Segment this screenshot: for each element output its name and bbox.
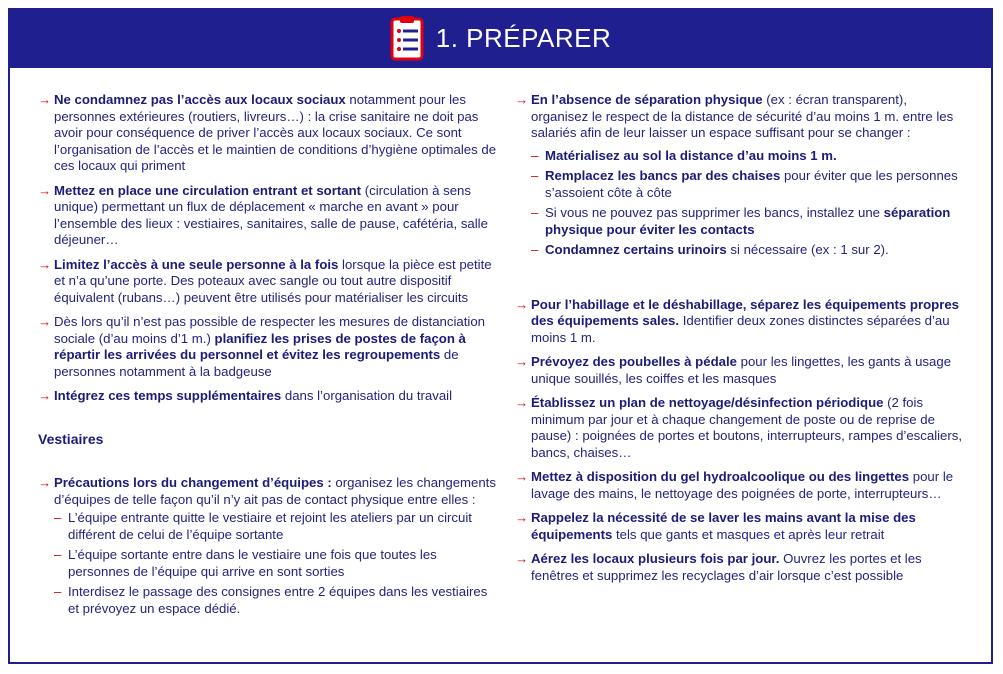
sub-item: – L’équipe entrante quitte le vestiaire et rejoint les ateliers par un circuit différent de celui de l’équipe sortante [54,510,472,542]
arrow-right-icon: → [38,388,52,403]
dash-icon: – [54,584,62,599]
list-item: → Établissez un plan de nettoyage/désinfection périodique (2 fois minimum par jour et à chaque changement de poste ou de reprise de pause) : poignées de portes et boutons, interrupteurs, rampes d’escaliers, bancs, chaises… [515,395,963,460]
arrow-right-icon: → [38,314,52,329]
arrow-right-icon: → [515,354,529,369]
dash-icon: – [54,510,62,525]
arrow-right-icon: → [515,92,529,107]
list-item: → Mettez à disposition du gel hydroalcoolique ou des lingettes pour le lavage des mains, le nettoyage des poignées de porte, interrupteurs… [515,469,954,501]
arrow-right-icon: → [38,92,52,107]
list-item: → Pour l’habillage et le déshabillage, séparez les équipements propres des équipements sales. Identifier deux zones distinctes séparées d’au moins 1 m. [515,296,960,345]
arrow-right-icon: → [515,551,529,566]
dash-icon: – [531,168,539,183]
list-item: → Intégrez ces temps supplémentaires dans l’organisation du travail [38,388,453,403]
sub-item: – Matérialisez au sol la distance d’au moins 1 m. [531,147,837,163]
dash-icon: – [54,547,62,562]
sub-item: – Remplacez les bancs par des chaises pour éviter que les personnes s’assoient côte à côte [531,168,958,200]
page-title: 1. PRÉPARER [435,22,612,53]
checklist-icon [390,15,426,61]
list-item: → Mettez en place une circulation entrant et sortant (circulation à sens unique) permettant un flux de déplacement « marche en avant » pour l’ensemble des lieux : vestiaires, sanitaires, salle de pause, cafétéria, salle déjeuner… [38,182,488,247]
list-item: → Ne condamnez pas l’accès aux locaux sociaux notamment pour les personnes extérieures (routiers, livreurs…) : la crise sanitaire ne doit pas avoir pour conséquence de priver l’accès aux locaux sociaux. Ce sont l’organisation de l’accès et le maintien de conditions d’hygiène optimales de ces locaux qui priment [38,92,497,173]
list-item: → Précautions lors du changement d’équipes : organisez les changements d’équipes de telle façon qu’il n’y ait pas de contact physique entre elles : – L’équipe entrante quitte le vestiaire et rejoint les ateliers par un circuit différent de celui de l’équipe sortante – L’équipe sortante entre dans le vestiaire une fois que toutes les personnes de l’équipe qui arrive en sont sorties – Interdisez le passage des consignes entre 2 équipes dans les vestiaires et prévoyez un espace dédié. [38,475,498,617]
arrow-right-icon: → [515,395,529,410]
arrow-right-icon: → [515,510,529,525]
list-item: → En l’absence de séparation physique (ex : écran transparent), organisez le respect de la distance de sécurité d’au moins 1 m. entre les salariés afin de leur laisser un espace suffisant pour se changer : – Matérialisez au sol la distance d’au moins 1 m. – Remplacez les bancs par des chaises pour éviter que les personnes s’assoient côte à côte – Si vous ne pouvez pas supprimer les bancs, installez une séparation physique pour éviter les contacts – Condamnez certains urinoirs si nécessaire (ex : 1 sur 2). [515,92,965,259]
arrow-right-icon: → [38,182,52,198]
list-item: → Prévoyez des poubelles à pédale pour les lingettes, les gants à usage unique souillés, les coiffes et les masques [515,354,952,386]
sub-item: – L’équipe sortante entre dans le vestiaire une fois que toutes les personnes de l’équipe qui arrive en sont sorties [54,547,437,579]
dash-icon: – [531,242,539,257]
left-column [38,92,498,625]
dash-icon: – [531,205,539,220]
list-item: → Rappelez la nécessité de se laver les mains avant la mise des équipements tels que gants et masques et après leur retrait [515,510,916,542]
sub-item: – Interdisez le passage des consignes entre 2 équipes dans les vestiaires et prévoyez un espace dédié. [54,584,488,616]
arrow-right-icon: → [515,469,529,484]
arrow-right-icon: → [38,256,52,272]
list-item: → Limitez l’accès à une seule personne à la fois lorsque la pièce est petite et n’a qu’une porte. Des poteaux avec sangle ou tout autre dispositif équivalent (rubans…) peuvent être utilisés pour matérialiser les circuits [38,256,492,305]
list-item: → Aérez les locaux plusieurs fois par jour. Ouvrez les portes et les fenêtres et supprimez les recyclages d’air lorsque c’est possible [515,551,922,583]
sub-item: – Condamnez certains urinoirs si nécessaire (ex : 1 sur 2). [531,242,889,257]
section-header [8,8,993,68]
list-item: → Dès lors qu’il n’est pas possible de respecter les mesures de distanciation sociale (d’au moins d’1 m.) planifiez les prises de postes de façon à répartir les arrivées du personnel et évitez les regroupements de personnes notamment à la badgeuse [38,314,486,379]
right-column [515,92,965,592]
dash-icon: – [531,147,539,163]
arrow-right-icon: → [515,296,529,312]
spacer [515,267,965,297]
arrow-right-icon: → [38,475,52,490]
section-title-vestiaires: Vestiaires [38,430,104,447]
sub-item: – Si vous ne pouvez pas supprimer les bancs, installez une séparation physique pour éviter les contacts [531,205,951,237]
